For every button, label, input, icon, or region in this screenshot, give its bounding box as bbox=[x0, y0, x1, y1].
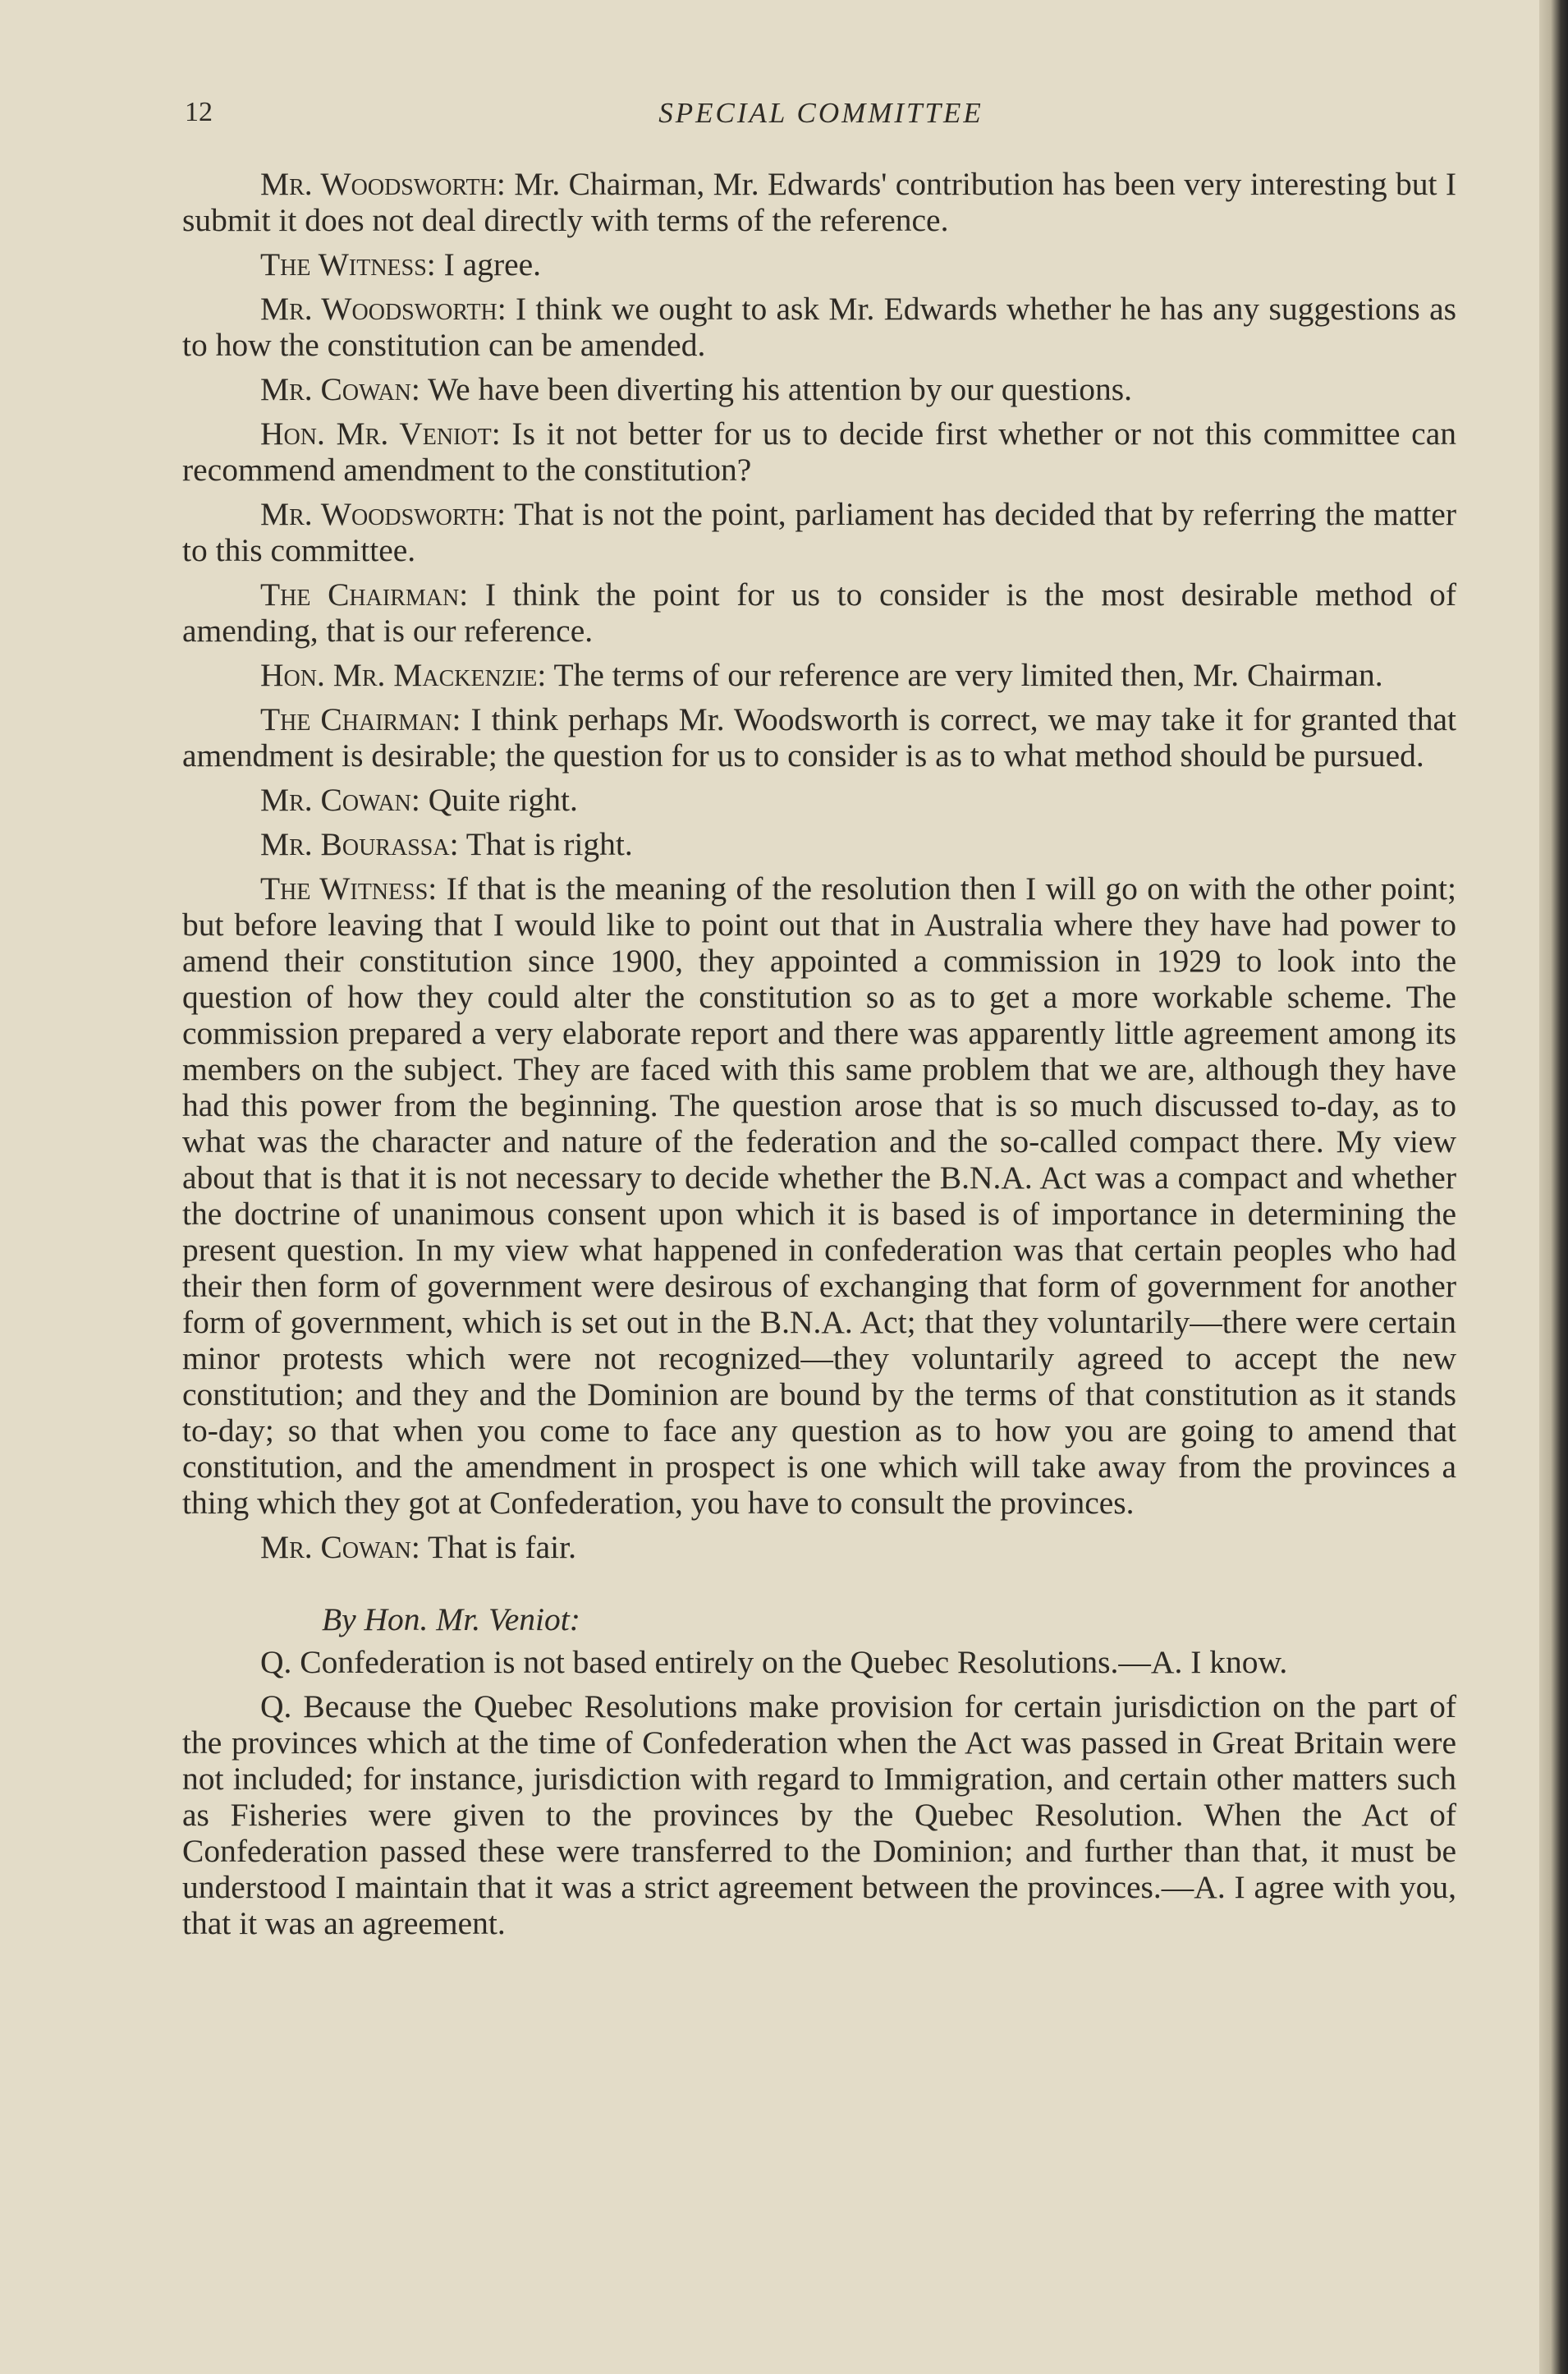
paragraph-text: That is not the point, parliament has decided that by referring the matter to this committee. bbox=[182, 496, 1456, 568]
paragraph-text: If that is the meaning of the resolution then I will go on with the other point; but before leaving that I would like to point out that in Australia where they have had power to amend their constitution since 1900, they appointed a commission in 1929 to look into the question of how they could alter the constitution so as to get a more workable scheme. The commission prepared a very elaborate report and there was apparently little agreement among its members on the subject. They are faced with this same problem that we are, although they have had this power from the beginning. The question arose that is so much discussed to-day, as to what was the character and nature of the federation and the so-called compact there. My view about that is that it is not necessary to decide whether the B.N.A. Act was a compact and whether the doctrine of unanimous consent upon which it is based is of importance in determining the present question. In my view what happened in confederation was that certain peoples who had their then form of government were desirous of exchanging that form of government for another form of government, which is set out in the B.N.A. Act; that they voluntarily—there were certain minor protests which were not recognized—they voluntarily agreed to accept the new constitution; and they and the Dominion are bound by the terms of that constitution as it stands to-day; so that when you come to face any question as to how you are going to amend that constitution, and the amendment in prospect is one which will take away from the provinces a thing which they got at Confederation, you have to consult the provinces. bbox=[182, 870, 1456, 1521]
paragraph bbox=[182, 291, 1456, 363]
page-number: 12 bbox=[185, 97, 213, 127]
paragraph-text: The terms of our reference are very limited then, Mr. Chairman. bbox=[546, 657, 1383, 693]
paragraph bbox=[182, 416, 1456, 488]
paragraph bbox=[182, 657, 1456, 693]
paragraph bbox=[182, 870, 1456, 1521]
paragraph bbox=[182, 166, 1456, 238]
paragraph bbox=[182, 246, 1456, 282]
book-spine-edge bbox=[1539, 0, 1568, 2374]
paragraph-text: That is right. bbox=[458, 826, 633, 862]
paragraph-text: We have been diverting his attention by our questions. bbox=[420, 371, 1132, 407]
paragraph bbox=[182, 701, 1456, 774]
page-header bbox=[185, 97, 1457, 135]
paragraph-text: I think the point for us to consider is the most desirable method of amending, that is our reference. bbox=[182, 576, 1457, 649]
speaker: Mr. Cowan: bbox=[260, 1529, 420, 1565]
paragraph-text: I think we ought to ask Mr. Edwards whether he has any suggestions as to how the constitution can be amended. bbox=[182, 291, 1456, 363]
paragraph bbox=[182, 782, 1456, 818]
paragraph-text: Mr. Chairman, Mr. Edwards' contribution has been very interesting but I submit it does not deal directly with terms of the reference. bbox=[182, 166, 1457, 238]
paragraph-text: Is it not better for us to decide first whether or not this committee can recommend amendment to the constitution? bbox=[182, 416, 1456, 488]
paragraph-text: That is fair. bbox=[420, 1529, 577, 1565]
paragraph-text: I agree. bbox=[435, 246, 542, 282]
speaker: Hon. Mr. Veniot: bbox=[260, 416, 501, 452]
body-text bbox=[182, 166, 1456, 1949]
speaker: Mr. Woodsworth: bbox=[260, 496, 507, 532]
speaker: The Chairman: bbox=[260, 701, 461, 737]
speaker: The Chairman: bbox=[260, 576, 469, 613]
question-answer: Q. Confederation is not based entirely on the Quebec Resolutions.—A. I know. bbox=[260, 1644, 1288, 1680]
speaker: Mr. Bourassa: bbox=[260, 826, 459, 862]
paragraph bbox=[182, 576, 1456, 649]
speaker: Hon. Mr. Mackenzie: bbox=[260, 657, 547, 693]
paragraph bbox=[182, 1529, 1456, 1565]
question-answer: Q. Because the Quebec Resolutions make provision for certain jurisdiction on the part of the provinces which at the time of Confederation when the Act was passed in Great Britain were not included; for instance, jurisdiction with regard to Immigration, and certain other matters such as Fisheries were given to the provinces by the Quebec Resolution. When the Act of Confederation passed these were transferred to the Dominion; and further than that, it must be understood I maintain that it was a strict agreement between the provinces.—A. I agree with you, that it was an agreement. bbox=[182, 1688, 1456, 1941]
paragraph bbox=[182, 826, 1456, 862]
paragraph bbox=[182, 496, 1456, 568]
paragraph-text: Quite right. bbox=[420, 782, 578, 818]
paragraph-text: I think perhaps Mr. Woodsworth is correct, we may take it for granted that amendment is desirable; the question for us to consider is as to what method should be pursued. bbox=[182, 701, 1456, 774]
speaker: Mr. Woodsworth: bbox=[260, 166, 506, 202]
speaker: Mr. Woodsworth: bbox=[260, 291, 507, 327]
examiner-byline: By Hon. Mr. Veniot: bbox=[322, 1601, 580, 1637]
paragraph bbox=[182, 371, 1456, 407]
speaker: Mr. Cowan: bbox=[260, 782, 420, 818]
speaker: The Witness: bbox=[260, 870, 438, 907]
running-title: SPECIAL COMMITTEE bbox=[658, 97, 983, 129]
speaker: The Witness: bbox=[260, 246, 436, 282]
speaker: Mr. Cowan: bbox=[260, 371, 420, 407]
